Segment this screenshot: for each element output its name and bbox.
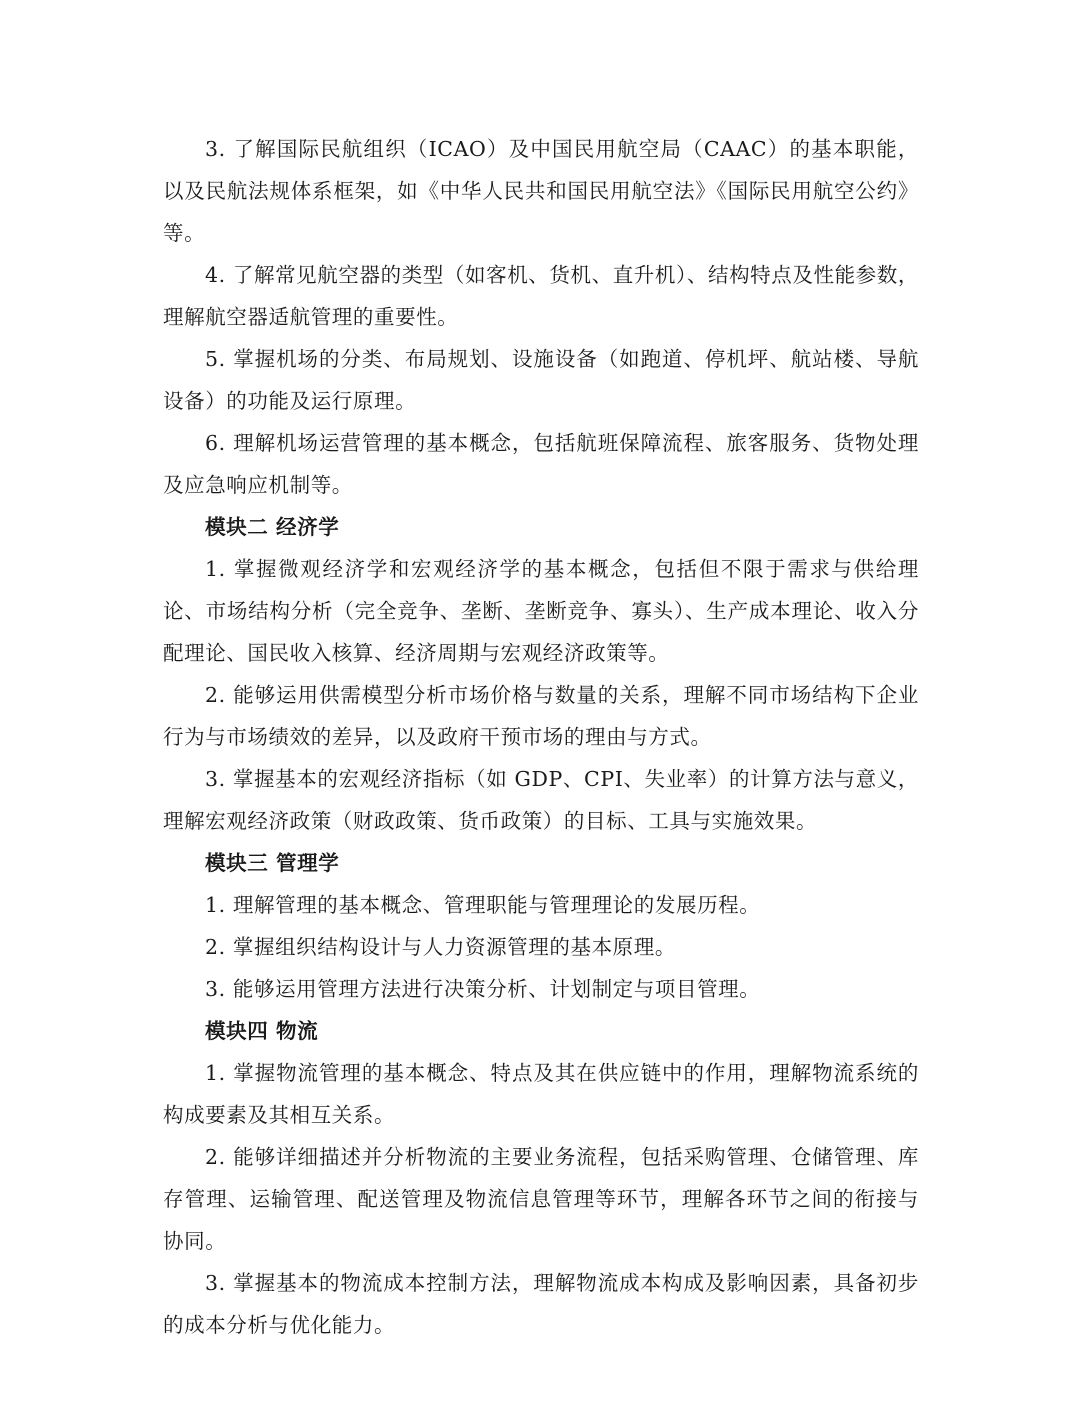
paragraph-logistics-2: 2. 能够详细描述并分析物流的主要业务流程，包括采购管理、仓储管理、库存管理、运输管理、配送管理及物流信息管理等环节，理解各环节之间的衔接与协同。 <box>163 1145 919 1253</box>
paragraph-management-3: 3. 能够运用管理方法进行决策分析、计划制定与项目管理。 <box>205 977 761 1001</box>
paragraph-logistics-1: 1. 掌握物流管理的基本概念、特点及其在供应链中的作用，理解物流系统的构成要素及其相互关系。 <box>163 1061 919 1127</box>
paragraph-aviation-4: 4. 了解常见航空器的类型（如客机、货机、直升机）、结构特点及性能参数，理解航空器适航管理的重要性。 <box>163 263 919 329</box>
module-two-heading: 模块二 经济学 <box>205 515 340 539</box>
paragraph-management-2: 2. 掌握组织结构设计与人力资源管理的基本原理。 <box>205 935 676 959</box>
document-page <box>163 128 919 1346</box>
paragraph-logistics-3: 3. 掌握基本的物流成本控制方法，理解物流成本构成及影响因素，具备初步的成本分析与优化能力。 <box>163 1271 919 1337</box>
paragraph-economics-3: 3. 掌握基本的宏观经济指标（如 GDP、CPI、失业率）的计算方法与意义，理解宏观经济政策（财政政策、货币政策）的目标、工具与实施效果。 <box>163 767 919 833</box>
paragraph-aviation-3: 3. 了解国际民航组织（ICAO）及中国民用航空局（CAAC）的基本职能，以及民航法规体系框架，如《中华人民共和国民用航空法》《国际民用航空公约》等。 <box>163 137 919 245</box>
paragraph-aviation-6: 6. 理解机场运营管理的基本概念，包括航班保障流程、旅客服务、货物处理及应急响应机制等。 <box>163 431 919 497</box>
paragraph-management-1: 1. 理解管理的基本概念、管理职能与管理理论的发展历程。 <box>205 893 761 917</box>
paragraph-economics-2: 2. 能够运用供需模型分析市场价格与数量的关系，理解不同市场结构下企业行为与市场绩效的差异，以及政府干预市场的理由与方式。 <box>163 683 919 749</box>
module-four-heading: 模块四 物流 <box>205 1019 319 1043</box>
module-three-heading: 模块三 管理学 <box>205 851 340 875</box>
paragraph-aviation-5: 5. 掌握机场的分类、布局规划、设施设备（如跑道、停机坪、航站楼、导航设备）的功能及运行原理。 <box>163 347 919 413</box>
paragraph-economics-1: 1. 掌握微观经济学和宏观经济学的基本概念，包括但不限于需求与供给理论、市场结构分析（完全竞争、垄断、垄断竞争、寡头）、生产成本理论、收入分配理论、国民收入核算、经济周期与宏观经济政策等。 <box>163 557 919 665</box>
